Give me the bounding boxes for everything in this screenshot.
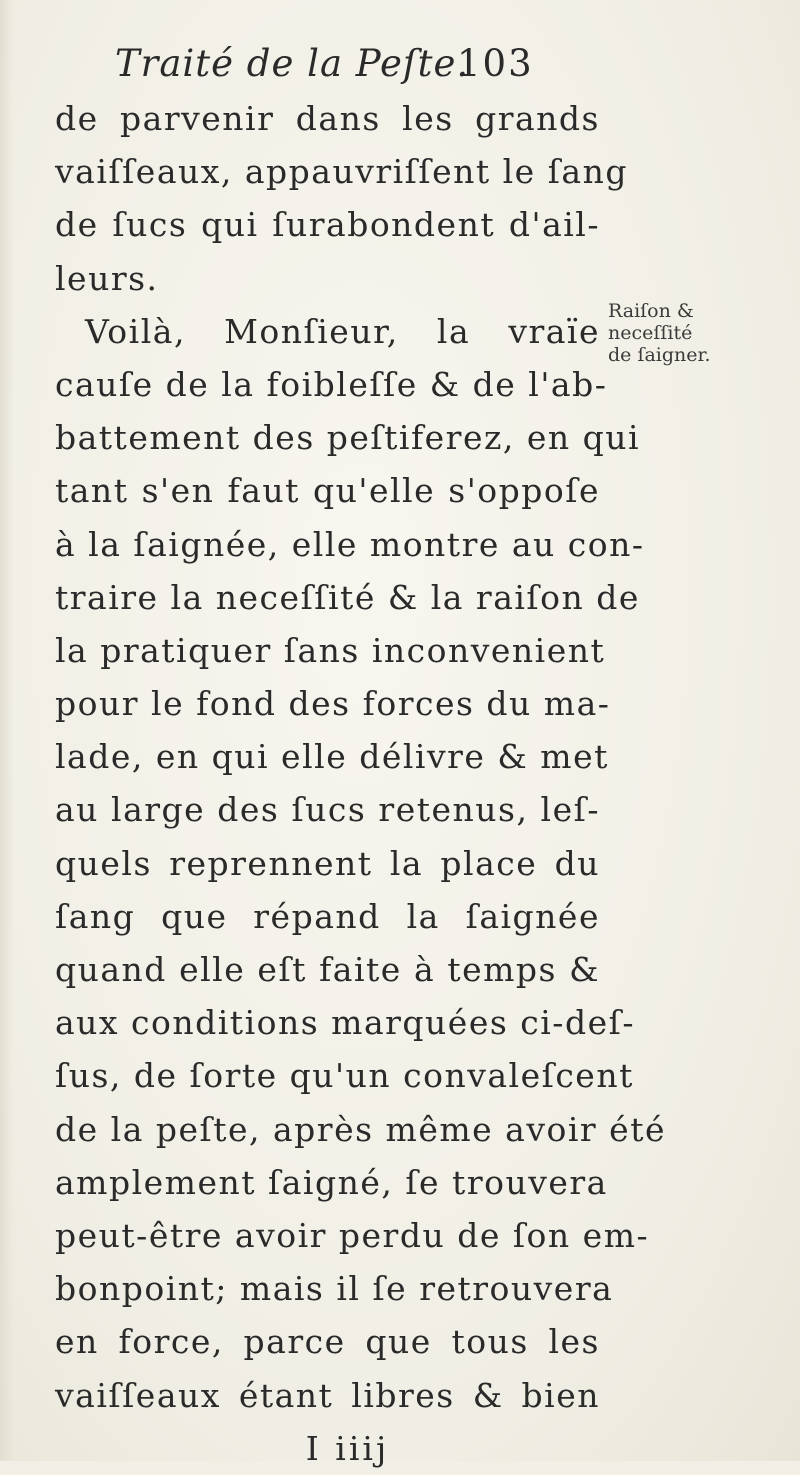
signature-mark: I iiij [305, 1428, 390, 1468]
text-line: traire la neceſſité & la raiſon de [55, 577, 640, 617]
text-line: cauſe de la foibleſſe & de l'ab- [55, 364, 608, 404]
marginal-note-line: Raiſon & [608, 300, 694, 322]
text-line: ſus, de ſorte qu'un convaleſcent [55, 1056, 634, 1096]
text-line: ſang que répand la ſaignée [55, 896, 600, 936]
running-title: Traité de la Peſte. [115, 42, 470, 85]
page-number: 103 [457, 42, 534, 85]
text-line: lade, en qui elle délivre & met [55, 737, 609, 777]
text-line: quels reprennent la place du [55, 843, 600, 883]
paragraph-start-line: Voilà, Monſieur, la vraïe [85, 311, 600, 351]
text-line: aux conditions marquées ci-deſ- [55, 1003, 635, 1043]
text-line: de ſucs qui ſurabondent d'ail- [55, 205, 600, 245]
text-line: battement des peſtiferez, en qui [55, 418, 641, 458]
page-edge-shadow [0, 0, 14, 1461]
text-line: vaiſſeaux, appauvriſſent le ſang [55, 152, 628, 192]
marginal-note [608, 300, 798, 366]
text-line: leurs. [55, 258, 159, 298]
text-line: peut-être avoir perdu de ſon em- [55, 1215, 650, 1255]
text-line: tant s'en faut qu'elle s'oppoſe [55, 471, 600, 511]
marginal-note-line: de ſaigner. [608, 344, 711, 366]
text-line: quand elle eſt faite à temps & [55, 950, 600, 989]
marginal-note-line: neceſſité [608, 322, 693, 344]
text-line: vaiſſeaux étant libres & bien [55, 1375, 600, 1415]
text-line: en force, parce que tous les [55, 1322, 600, 1362]
running-head [115, 42, 545, 96]
text-line: la pratiquer ſans inconvenient [55, 630, 606, 670]
text-line: de parvenir dans les grands [55, 99, 600, 138]
text-line: à la ſaignée, elle montre au con- [55, 524, 645, 564]
text-line: bonpoint; mais il ſe retrouvera [55, 1269, 614, 1309]
text-line: de la peſte, après même avoir été [55, 1109, 666, 1149]
text-line: amplement ſaigné, ſe trouvera [55, 1162, 608, 1202]
text-line: pour le fond des forces du ma- [55, 684, 611, 724]
text-line: au large des ſucs retenus, leſ- [55, 790, 600, 830]
